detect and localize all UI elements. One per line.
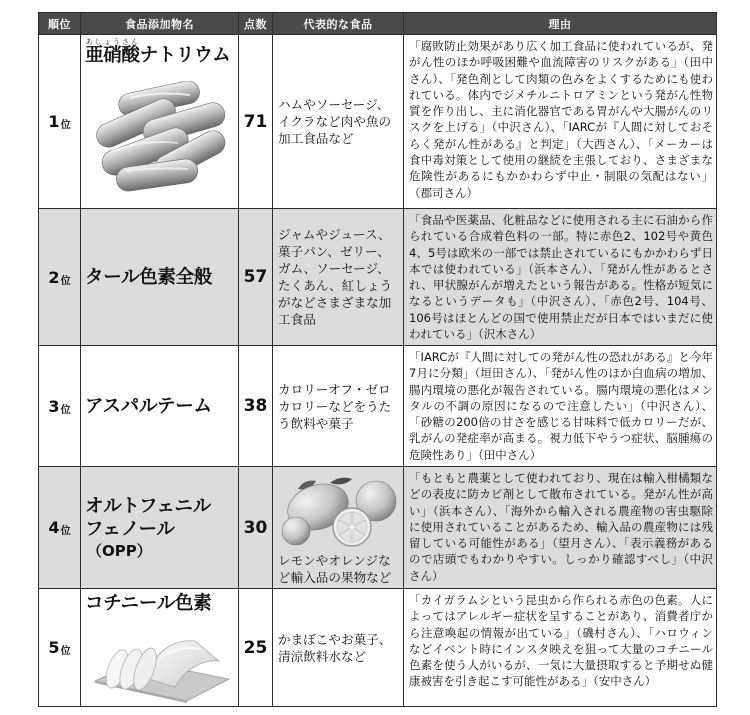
rank-suffix: 位 (60, 404, 71, 416)
score-value: 25 (239, 589, 272, 706)
citrus-fruit-photo (278, 475, 400, 549)
reason-text: 「カイガラムシという昆虫から作られる赤色の色素。人によってはアレルギー症状を呈することがあり、消費者庁から注意喚起の情報が出ている」（磯村さん）、「ハロウィンなどイベント時にインスタ映えを狙って大量のコチニール色素を使う人がいるが、一気に大量摂取すると予期せぬ健康被害を引き起こす可能性がある」（安中さん） (404, 589, 716, 706)
additive-name-cell (81, 589, 238, 706)
reason-text: 「腐敗防止効果があり広く加工食品に使われているが、発がん性のほか呼吸困難や血流障害のリスクがある」（田中さん）、「発色剤として肉類の色みをよくするためにも使われている。体内でジメチルニトロアミンという発がん性物質を作り出し、主に消化器官である胃がんや大腸がんのリスクを上げる」（中沢さん）、「IARCが『人間に対しておそらく発がん性がある』と判定」（大西さん）、「メーカーは食中毒対策として使用の継続を主張しており、さまざまな危険性があるにもかかわらず中止・制限の気配はない」（郡司さん） (404, 35, 716, 208)
additive-name-furigana: あしょうさん (85, 38, 140, 46)
rank-cell (39, 35, 80, 208)
rank-number: 3 (48, 396, 60, 416)
additive-name-abbreviation: （OPP） (87, 542, 152, 560)
additive-name: タール色素全般 (85, 267, 213, 288)
additive-name-cell (81, 209, 238, 345)
reason-text: 「IARCが『人間に対しての発がん性の恐れがある』と今年7月に分類」（垣田さん）、「発がん性のほか白血病の増加、腸内環境の悪化が報告されている。腸内環境の悪化はメンタルの不調の原因になるので注意したい」（中沢さん）、「砂糖の200倍の甘さを感じる甘味料で低カロリーだが、乳がんの発症率が高まる。視力低下やうつ症状、脳腫瘍の危険性あり」（田中さん） (404, 346, 716, 466)
rank-cell (39, 209, 80, 345)
additive-name-line-2: フェノール (85, 519, 175, 540)
score-value: 38 (239, 346, 272, 466)
kamaboko-photo (91, 617, 231, 703)
food-additive-ranking-table (38, 12, 717, 707)
typical-foods-cell (273, 346, 403, 466)
rank-number: 4 (48, 518, 60, 537)
typical-foods-cell (273, 467, 403, 588)
typical-foods-text: ジャムやジュース、菓子パン、ゼリー、ガム、ソーセージ、たくあん、紅しょうがなどさまざまな加工食品 (278, 227, 393, 327)
score-value: 71 (239, 35, 272, 208)
header-rank: 順位 (39, 13, 80, 34)
sausages-photo (90, 81, 232, 193)
reason-text: 「食品や医薬品、化粧品などに使用される主に石油から作られている合成着色料の一部。特に赤色2、102号や黄色4、5号は欧米の一部では禁止されているにもかかわらず日本では使われている」（浜本さん）、「発がん性があるとされ、甲状腺がんが増えたという報告がある。性格が短気になるというデータも」（中沢さん）、「赤色2号、104号、106号はほとんどの国で使用禁止だが日本ではいまだに使われている」（沢木さん） (404, 209, 716, 345)
additive-name-cell (81, 35, 238, 208)
additive-name-line-1: オルトフェニル (85, 496, 211, 517)
rank-number: 1 (48, 112, 60, 131)
header-typical-foods: 代表的な食品 (273, 13, 403, 34)
rank-suffix: 位 (60, 526, 71, 537)
typical-foods-text: レモンやオレンジなど輸入品の果物など (278, 553, 392, 585)
rank-cell (39, 346, 80, 466)
header-additive-name: 食品添加物名 (81, 13, 238, 34)
typical-foods-text: ハムやソーセージ、イクラなど肉や魚の加工食品など (278, 97, 392, 146)
typical-foods-text: カロリーオフ・ゼロカロリーなどをうたう飲料や菓子 (278, 381, 392, 431)
additive-name-cell (81, 467, 238, 588)
photo-frame (85, 615, 236, 704)
rank-cell (39, 467, 80, 588)
additive-name-ruby-base: 亜硝酸 (85, 45, 140, 66)
typical-foods-text: かまぼこやお菓子、清涼飲料水など (278, 631, 392, 664)
photo-frame (278, 471, 400, 552)
additive-name (85, 38, 236, 67)
rank-suffix: 位 (60, 120, 71, 131)
rank-suffix: 位 (60, 275, 71, 287)
additive-name: アスパルテーム (85, 396, 212, 417)
reason-text: 「もともと農薬として使われており、現在は輸入柑橘類などの表皮に防カビ剤として散布されている。発がん性が高い」（浜本さん）、「海外から輸入される農産物の害虫駆除に使用されていることがあるため、輸入品の農産物には残留している可能性がある」（望月さん）、「表示義務があるので店頭でもわかりやすい。しっかり確認すべし」（中沢さん） (404, 467, 716, 588)
rank-number: 2 (48, 267, 60, 287)
score-value: 57 (239, 209, 272, 345)
typical-foods-cell (273, 209, 403, 345)
score-value: 30 (239, 467, 272, 588)
photo-frame (85, 67, 236, 206)
additive-name-cell (81, 346, 238, 466)
header-reason: 理由 (404, 13, 716, 34)
rank-suffix: 位 (60, 646, 71, 657)
header-score: 点数 (239, 13, 272, 34)
typical-foods-cell (273, 35, 403, 208)
additive-name: コチニール色素 (85, 593, 212, 614)
rank-cell (39, 589, 80, 706)
additive-name-rest: ナトリウム (139, 45, 231, 66)
typical-foods-cell (273, 589, 403, 706)
rank-number: 5 (48, 638, 60, 657)
